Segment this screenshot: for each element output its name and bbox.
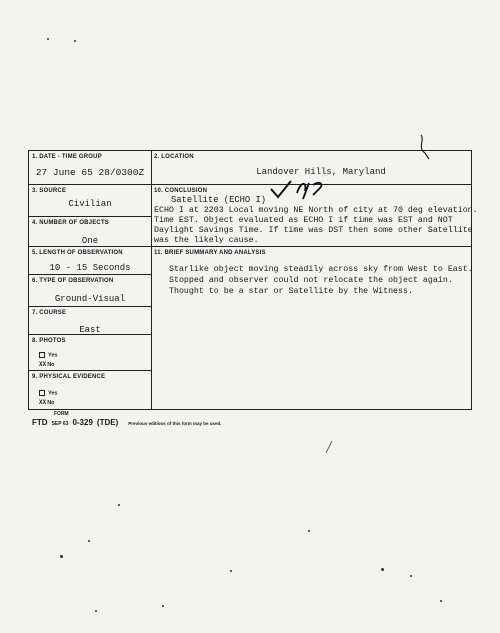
location-value: Landover Hills, Maryland — [256, 167, 386, 177]
photos-yes-option — [39, 352, 57, 358]
scan-speck — [381, 568, 384, 571]
physical-evidence-cell — [29, 371, 151, 409]
type-of-observation-label: 6. TYPE OF OBSERVATION — [32, 278, 114, 284]
form-number: 0-329 — [72, 418, 93, 427]
photos-yes-checkbox — [39, 352, 45, 358]
date-time-group-cell — [29, 151, 151, 185]
conclusion-value: Satellite (ECHO I) — [171, 195, 267, 205]
number-of-objects-label: 4. NUMBER OF OBJECTS — [32, 220, 110, 226]
photos-no-mark: XX — [39, 361, 47, 368]
summary-line-2: Stopped and observer could not relocate the object again. — [169, 276, 453, 285]
number-of-objects-cell — [29, 217, 151, 247]
stray-mark-icon — [324, 440, 334, 454]
conclusion-line-2: Time EST. Object evaluated as ECHO I if time was EST and NOT — [154, 216, 453, 225]
photos-yes-text: Yes — [48, 352, 58, 359]
length-of-observation-cell — [29, 247, 151, 275]
physical-evidence-yes-option — [39, 390, 57, 396]
source-cell — [29, 185, 151, 217]
scan-speck — [60, 555, 63, 558]
summary-label: 11. BRIEF SUMMARY AND ANALYSIS — [154, 250, 266, 256]
scan-speck — [162, 605, 164, 607]
scan-speck — [308, 530, 310, 532]
date-time-group-label: 1. DATE - TIME GROUP — [32, 154, 102, 160]
form-suffix: (TDE) — [96, 418, 119, 427]
scan-speck — [47, 38, 49, 40]
conclusion-line-1: ECHO I at 2203 Local moving NE North of city at 70 deg elevation. — [154, 206, 478, 215]
course-cell — [29, 307, 151, 335]
handwritten-check-icon — [269, 179, 339, 203]
photos-no-option — [39, 361, 55, 368]
length-of-observation-label: 5. LENGTH OF OBSERVATION — [32, 250, 123, 256]
summary-line-1: Starlike object moving steadily across sky from West to East. — [169, 265, 473, 274]
form-note: Previous editions of this form may be used. — [128, 421, 222, 426]
scan-speck — [440, 600, 442, 602]
conclusion-line-3: Daylight Savings Time. If time was DST then some other Satellite — [154, 226, 473, 235]
type-of-observation-cell — [29, 275, 151, 307]
physical-evidence-yes-checkbox — [39, 390, 45, 396]
type-of-observation-value: Ground-Visual — [54, 294, 126, 304]
conclusion-line-4: was the likely cause. — [154, 236, 259, 245]
source-value: Civilian — [68, 199, 112, 209]
physical-evidence-no-option — [39, 399, 55, 406]
photos-no-text: No — [47, 362, 55, 368]
project-record-card — [28, 150, 478, 410]
physical-evidence-no-text: No — [47, 400, 55, 406]
physical-evidence-label: 9. PHYSICAL EVIDENCE — [32, 374, 106, 380]
physical-evidence-yes-text: Yes — [48, 390, 58, 397]
left-column — [29, 151, 152, 409]
form-id-row — [32, 418, 222, 427]
pen-mark-icon — [407, 133, 437, 163]
form-word: FORM — [54, 411, 69, 417]
location-label: 2. LOCATION — [154, 154, 194, 160]
scan-speck — [88, 540, 90, 542]
conclusion-label: 10. CONCLUSION — [154, 188, 208, 194]
scan-speck — [118, 504, 120, 506]
form-agency: FTD — [32, 418, 48, 427]
physical-evidence-no-mark: XX — [39, 399, 47, 406]
photos-cell — [29, 335, 151, 371]
summary-line-3: Thought to be a star or Satellite by the Witness. — [169, 287, 413, 296]
date-time-group-value: 27 June 65 28/0300Z — [35, 167, 145, 178]
form-edition: SEP 63 — [51, 421, 69, 427]
length-of-observation-value: 10 - 15 Seconds — [49, 263, 131, 273]
scan-speck — [410, 575, 412, 577]
scan-speck — [95, 610, 97, 612]
photos-label: 8. PHOTOS — [32, 338, 66, 344]
course-value: East — [79, 325, 101, 335]
scan-speck — [230, 570, 232, 572]
number-of-objects-value: One — [81, 236, 99, 246]
source-label: 3. SOURCE — [32, 188, 67, 194]
scan-speck — [74, 40, 76, 42]
course-label: 7. COURSE — [32, 310, 67, 316]
summary-cell — [151, 247, 471, 409]
